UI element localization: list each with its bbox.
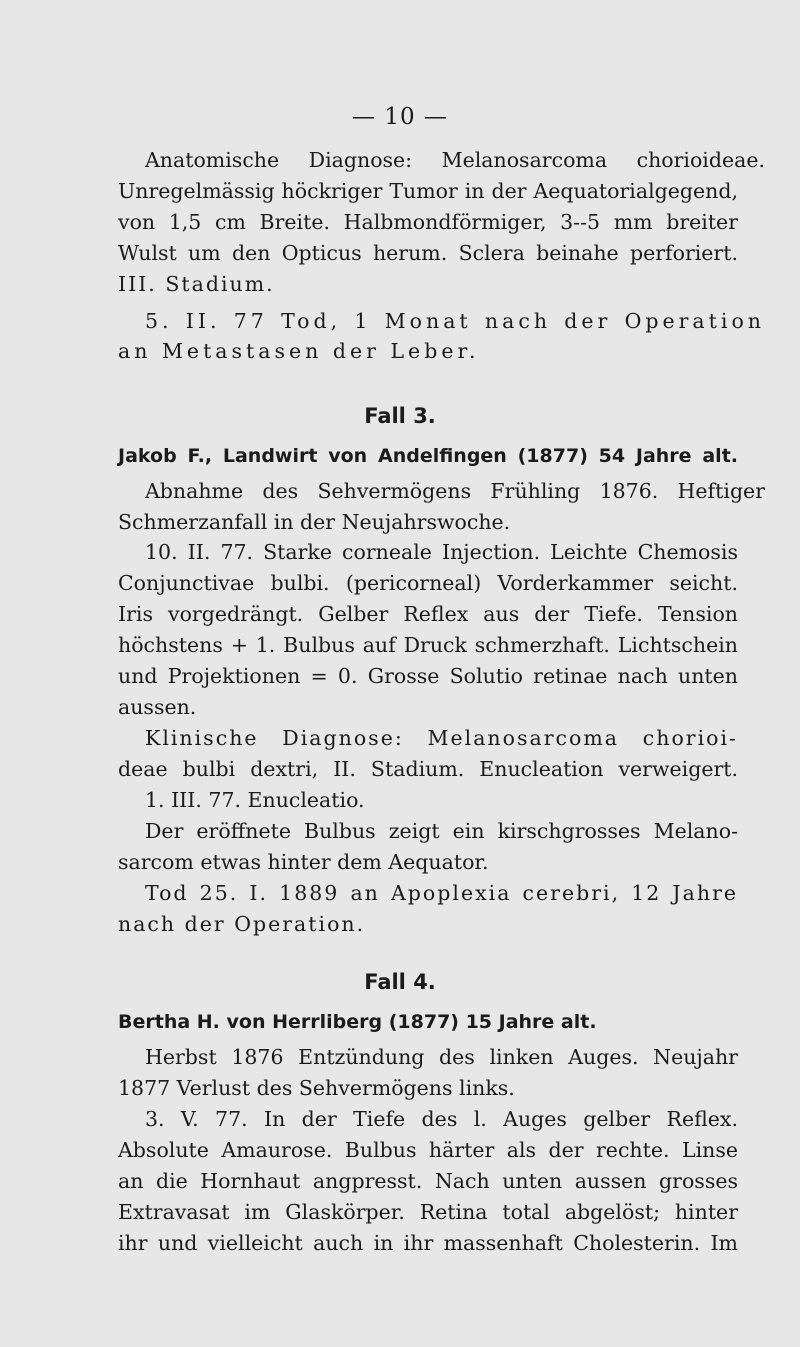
text-line: Iris vorgedrängt. Gelber Reflex aus der Tiefe. Tension — [118, 602, 738, 626]
text-line: an Metastasen der Leber. — [118, 339, 480, 363]
text-line: nach der Operation. — [118, 912, 366, 936]
text-line: Schmerzanfall in der Neujahrswoche. — [118, 510, 511, 534]
text-line: Klinische Diagnose: Melanosarcoma chorioi- — [145, 726, 738, 750]
text-line: ihr und vielleicht auch in ihr massenhaft Cholesterin. Im — [118, 1231, 738, 1255]
text-line: von 1,5 cm Breite. Halbmondförmiger, 3--5 mm breiter — [118, 210, 738, 234]
text-line: Extravasat im Glaskörper. Retina total abgelöst; hinter — [118, 1200, 738, 1224]
text-line: Tod 25. I. 1889 an Apoplexia cerebri, 12 Jahre — [145, 881, 738, 905]
text-line: 10. II. 77. Starke corneale Injection. Leichte Chemosis — [145, 540, 738, 564]
text-line: 1. III. 77. Enucleatio. — [145, 788, 365, 812]
text-line: Der eröffnete Bulbus zeigt ein kirschgrosses Melano- — [145, 819, 738, 843]
text-line: III. Stadium. — [118, 272, 275, 296]
text-line: Absolute Amaurose. Bulbus härter als der rechte. Linse — [118, 1138, 738, 1162]
text-line: Wulst um den Opticus herum. Sclera beinahe perforiert. — [118, 241, 738, 265]
patient-line: Bertha H. von Herrliberg (1877) 15 Jahre alt. — [118, 1011, 597, 1033]
text-line: 5. II. 77 Tod, 1 Monat nach der Operation — [145, 309, 765, 333]
patient-line: Jakob F., Landwirt von Andelfingen (1877) 54 Jahre alt. — [118, 445, 738, 467]
case-heading: Fall 4. — [364, 970, 436, 994]
text-line: deae bulbi dextri, II. Stadium. Enucleation verweigert. — [118, 757, 738, 781]
text-line: Herbst 1876 Entzündung des linken Auges. Neujahr — [145, 1045, 738, 1069]
text-line: aussen. — [118, 695, 197, 719]
text-line: Unregelmässig höckriger Tumor in der Aequatorialgegend, — [118, 179, 738, 203]
case-heading: Fall 3. — [364, 404, 436, 428]
text-line: 3. V. 77. In der Tiefe des l. Auges gelber Reflex. — [145, 1107, 738, 1131]
text-line: sarcom etwas hinter dem Aequator. — [118, 850, 489, 874]
text-line: Conjunctivae bulbi. (pericorneal) Vorderkammer seicht. — [118, 571, 738, 595]
text-line: und Projektionen = 0. Grosse Solutio retinae nach unten — [118, 664, 738, 688]
text-line: an die Hornhaut angpresst. Nach unten aussen grosses — [118, 1169, 738, 1193]
page-number: — 10 — — [352, 104, 448, 130]
text-line: Abnahme des Sehvermögens Frühling 1876. Heftiger — [145, 479, 765, 503]
text-line: Anatomische Diagnose: Melanosarcoma chorioideae. — [145, 148, 765, 172]
text-line: höchstens + 1. Bulbus auf Druck schmerzhaft. Lichtschein — [118, 633, 738, 657]
text-line: 1877 Verlust des Sehvermögens links. — [118, 1076, 515, 1100]
